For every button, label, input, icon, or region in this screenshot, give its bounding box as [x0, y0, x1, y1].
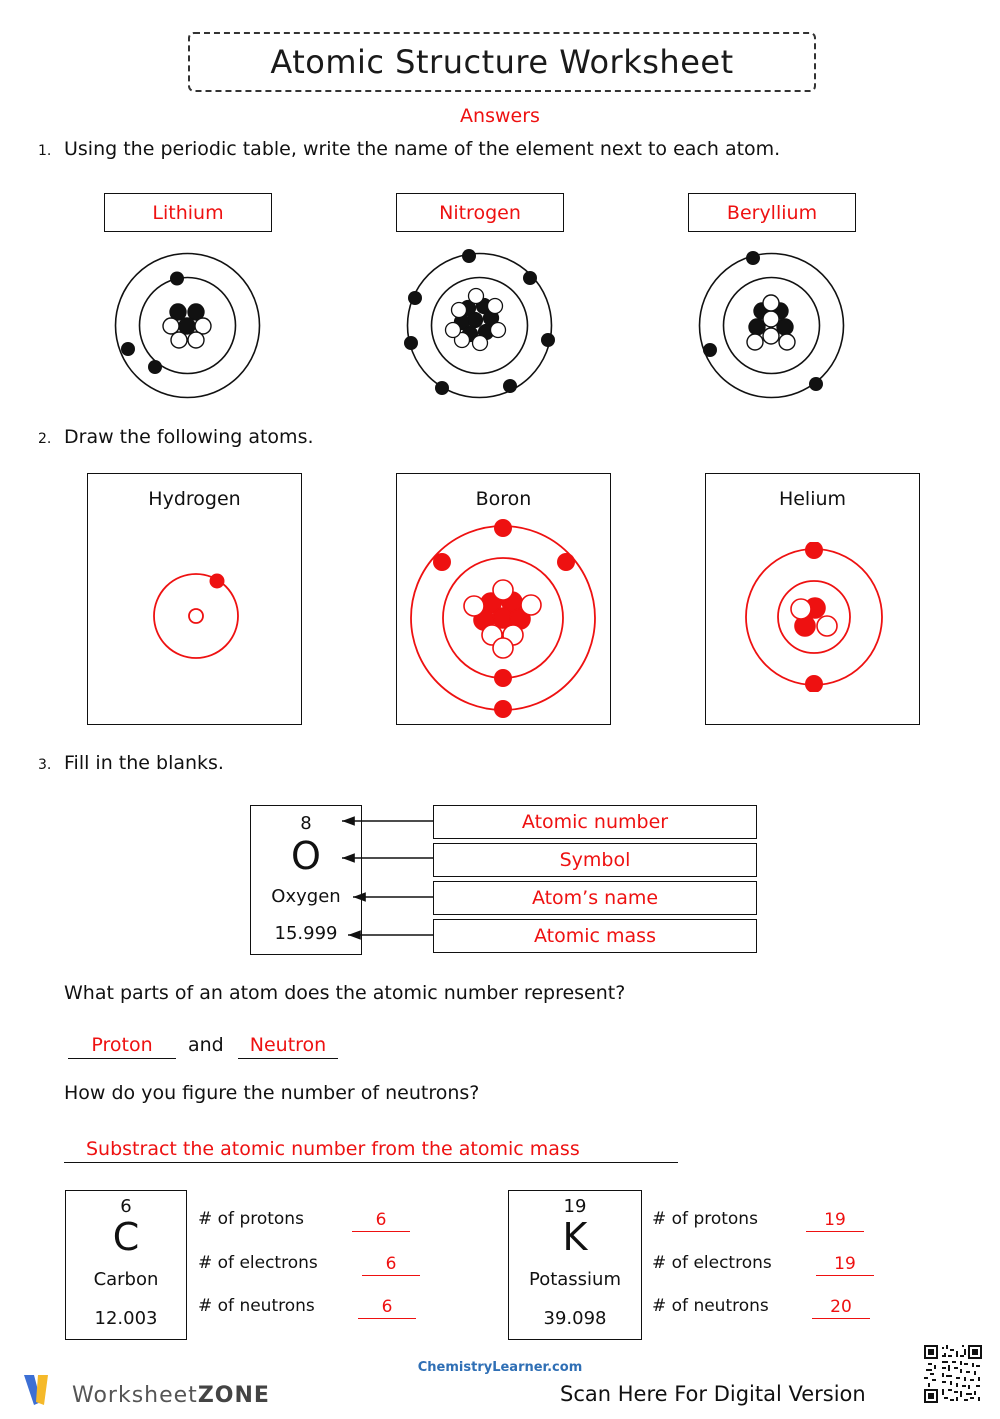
- answers-subtitle: Answers: [460, 105, 540, 127]
- carbon-name: Carbon: [93, 1269, 159, 1290]
- potassium-electrons-value[interactable]: 19: [816, 1250, 874, 1276]
- question-1-text: Using the periodic table, write the name of the element next to each atom.: [64, 138, 781, 160]
- qr-code[interactable]: [924, 1345, 982, 1403]
- potassium-protons-value[interactable]: 19: [806, 1206, 864, 1232]
- answer-a-and: and: [188, 1034, 224, 1056]
- question-1-number: 1.: [38, 143, 52, 159]
- carbon-protons-label: # of protons: [198, 1209, 304, 1229]
- element-tile-carbon: [65, 1190, 187, 1340]
- brand-first: Worksheet: [72, 1383, 198, 1408]
- draw-box-boron[interactable]: [396, 473, 611, 725]
- draw-box-hydrogen[interactable]: [87, 473, 302, 725]
- callout-box-atomic-number[interactable]: [433, 805, 757, 839]
- potassium-protons-label: # of protons: [652, 1209, 758, 1229]
- atom-diagram-lithium: [110, 248, 265, 407]
- brand-second: ZONE: [197, 1383, 270, 1408]
- callout-label-4: Atomic mass: [534, 925, 656, 947]
- oxygen-atomic-number: 8: [300, 813, 312, 834]
- carbon-mass: 12.003: [94, 1308, 158, 1329]
- callout-box-symbol[interactable]: [433, 843, 757, 877]
- oxygen-mass: 15.999: [274, 923, 338, 944]
- callout-label-2: Symbol: [559, 849, 631, 871]
- q1-answer-box-1[interactable]: [104, 193, 272, 232]
- carbon-neutrons-value[interactable]: 6: [358, 1293, 416, 1319]
- callout-box-atom-name[interactable]: [433, 881, 757, 915]
- carbon-protons-value[interactable]: 6: [352, 1206, 410, 1232]
- title-box: [188, 32, 816, 92]
- logo-v-icon: [22, 1372, 64, 1419]
- carbon-electrons-value[interactable]: 6: [362, 1250, 420, 1276]
- callout-label-3: Atom’s name: [531, 887, 659, 909]
- draw-box-helium[interactable]: [705, 473, 920, 725]
- answer-b-blank[interactable]: Substract the atomic number from the atomic mass: [64, 1130, 678, 1163]
- potassium-name: Potassium: [528, 1269, 621, 1290]
- draw-box-label-hydrogen: Hydrogen: [148, 488, 241, 510]
- footer-source-text: ChemistryLearner.com: [417, 1360, 583, 1375]
- question-3-text: Fill in the blanks.: [64, 752, 224, 774]
- q1-answer-box-2[interactable]: [396, 193, 564, 232]
- carbon-symbol: C: [112, 1215, 140, 1259]
- potassium-neutrons-value[interactable]: 20: [812, 1293, 870, 1319]
- question-2-text: Draw the following atoms.: [64, 426, 314, 448]
- atom-drawing-hydrogen: [136, 556, 256, 676]
- q1-answer-label-1: Lithium: [152, 201, 224, 224]
- question-a-text: What parts of an atom does the atomic number represent?: [64, 982, 626, 1004]
- carbon-neutrons-label: # of neutrons: [198, 1296, 315, 1316]
- carbon-atomic-number: 6: [120, 1196, 132, 1217]
- q1-answer-label-2: Nitrogen: [439, 201, 521, 224]
- page-title: Atomic Structure Worksheet: [270, 43, 734, 81]
- atom-drawing-boron: [400, 518, 607, 718]
- answer-a-blank-1[interactable]: Proton: [68, 1030, 176, 1059]
- oxygen-symbol: O: [291, 834, 321, 878]
- callout-box-atomic-mass[interactable]: [433, 919, 757, 953]
- draw-box-label-helium: Helium: [778, 488, 847, 510]
- atom-diagram-nitrogen: [402, 248, 557, 407]
- potassium-mass: 39.098: [543, 1308, 607, 1329]
- scan-here-text: Scan Here For Digital Version: [560, 1382, 866, 1406]
- callout-arrows: [330, 805, 440, 955]
- answer-a-blank-2[interactable]: Neutron: [238, 1030, 338, 1059]
- oxygen-name: Oxygen: [271, 886, 341, 907]
- question-b-text: How do you figure the number of neutrons?: [64, 1082, 480, 1104]
- potassium-symbol: K: [562, 1215, 588, 1259]
- potassium-electrons-label: # of electrons: [652, 1253, 772, 1273]
- worksheet-zone-label: [72, 1383, 270, 1408]
- question-3-number: 3.: [38, 757, 52, 773]
- question-2-number: 2.: [38, 431, 52, 447]
- potassium-atomic-number: 19: [563, 1196, 587, 1217]
- element-tile-potassium: [508, 1190, 642, 1340]
- atom-drawing-helium: [739, 542, 889, 692]
- worksheet-zone-logo[interactable]: [22, 1372, 270, 1419]
- draw-box-label-boron: Boron: [475, 488, 532, 510]
- callout-label-1: Atomic number: [521, 811, 669, 833]
- potassium-neutrons-label: # of neutrons: [652, 1296, 769, 1316]
- atom-diagram-beryllium: [694, 248, 849, 407]
- q1-answer-label-3: Beryllium: [726, 201, 818, 224]
- carbon-electrons-label: # of electrons: [198, 1253, 318, 1273]
- q1-answer-box-3[interactable]: [688, 193, 856, 232]
